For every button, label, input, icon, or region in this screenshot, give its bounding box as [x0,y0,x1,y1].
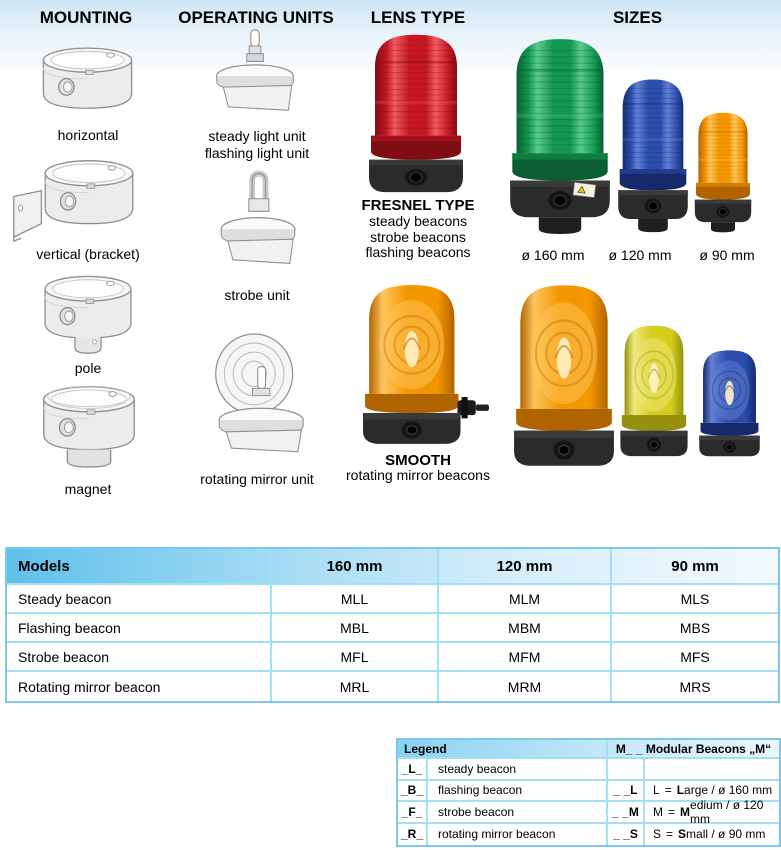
op-unit-label-line1: steady light unit [208,128,306,144]
fresnel-line-strobe: strobe beacons [370,228,466,245]
models-row-name: Rotating mirror beacon [7,672,272,701]
horizontal-mount-illustration [30,38,145,123]
mount-label-vertical-bracket: vertical (bracket) [36,246,140,262]
yellow-rotating-beacon-medium-photo [619,324,689,457]
legend-size-label: L = L arge / ø 160 mm [645,781,779,803]
legend-type-code: _L_ [398,759,428,781]
model-code: MBL [272,614,439,643]
blue-rotating-beacon-small-photo [698,349,761,457]
vertical-bracket-mount-illustration [10,150,148,242]
model-code: MFL [272,643,439,672]
blue-beacon-120mm-photo [616,77,690,233]
legend-size-code: _ _S [608,824,645,846]
legend-type-label: flashing beacon [428,781,608,803]
legend-type-label: rotating mirror beacon [428,824,608,846]
mount-label-pole: pole [74,360,102,376]
legend-table [396,738,781,847]
mount-label-horizontal: horizontal [57,127,119,143]
smooth-line: rotating mirror beacons [346,467,490,483]
pole-mount-illustration [32,266,144,356]
legend-size-code-empty [608,759,645,781]
legend-type-label: strobe beacon [428,802,608,824]
steady-flashing-light-unit-illustration [205,28,305,124]
operating-units-section-title: OPERATING UNITS [178,8,334,27]
model-code: MFS [612,643,778,672]
legend-size-label: M = M edium / ø 120 mm [645,802,779,824]
mounting-section-title: MOUNTING [39,8,133,27]
model-code: MFM [439,643,612,672]
model-code: MRS [679,678,711,695]
fresnel-type-heading: FRESNEL TYPE [361,197,475,214]
legend-header-title: Legend [398,740,608,759]
models-row-name: Strobe beacon [7,643,272,672]
orange-smooth-rotating-beacon-photo [361,283,491,445]
legend-type-code: _R_ [398,824,428,846]
orange-beacon-90mm-photo [693,111,753,233]
mount-label-magnet: magnet [64,481,112,497]
size-label-160mm: ø 160 mm [521,247,585,263]
models-table-header-models: Models [7,549,272,585]
strobe-unit-illustration [212,170,304,276]
lens-type-section-title: LENS TYPE [370,8,466,27]
model-code: MLS [612,585,778,614]
model-code: MBS [612,614,778,643]
model-code: MRM [439,672,612,701]
rotating-mirror-unit-illustration [200,325,318,459]
legend-type-code: _B_ [398,781,428,803]
models-row-name: Steady beacon [7,585,272,614]
op-unit-label-line2: flashing light unit [204,145,310,161]
legend-size-label: S = S mall / ø 90 mm [653,827,766,842]
models-table [5,547,780,703]
size-label-90mm: ø 90 mm [699,247,755,263]
magnet-mount-illustration [30,376,148,470]
legend-type-code: _F_ [398,802,428,824]
size-label-120mm: ø 120 mm [608,247,672,263]
model-code: MLL [272,585,439,614]
models-table-header-160mm: 160 mm [272,549,439,585]
legend-size-code: _ _M [608,802,645,824]
fresnel-line-flashing: flashing beacons [365,244,471,260]
fresnel-line-steady: steady beacons [368,213,468,229]
models-table-header-90mm: 90 mm [612,549,778,585]
model-code: MRL [272,672,439,701]
op-unit-label-strobe: strobe unit [224,287,290,303]
fresnel-type-lines [340,214,496,261]
legend-size-label-empty [645,759,779,781]
model-code: MBM [439,614,612,643]
models-table-header-120mm: 120 mm [439,549,612,585]
model-code: MLM [439,585,612,614]
legend-header-modular: M_ _ Modular Beacons „M“ [608,740,779,759]
legend-type-label: steady beacon [428,759,608,781]
orange-rotating-beacon-large-photo [512,283,616,467]
op-unit-label-steady-flashing [167,128,347,162]
models-row-name: Flashing beacon [7,614,272,643]
sizes-section-title: SIZES [612,8,663,27]
legend-size-code: _ _L [608,781,645,803]
red-fresnel-beacon-photo [366,32,466,194]
op-unit-label-rotating-mirror: rotating mirror unit [200,471,314,487]
smooth-heading: SMOOTH [385,452,451,469]
green-beacon-160mm-photo [507,36,613,235]
